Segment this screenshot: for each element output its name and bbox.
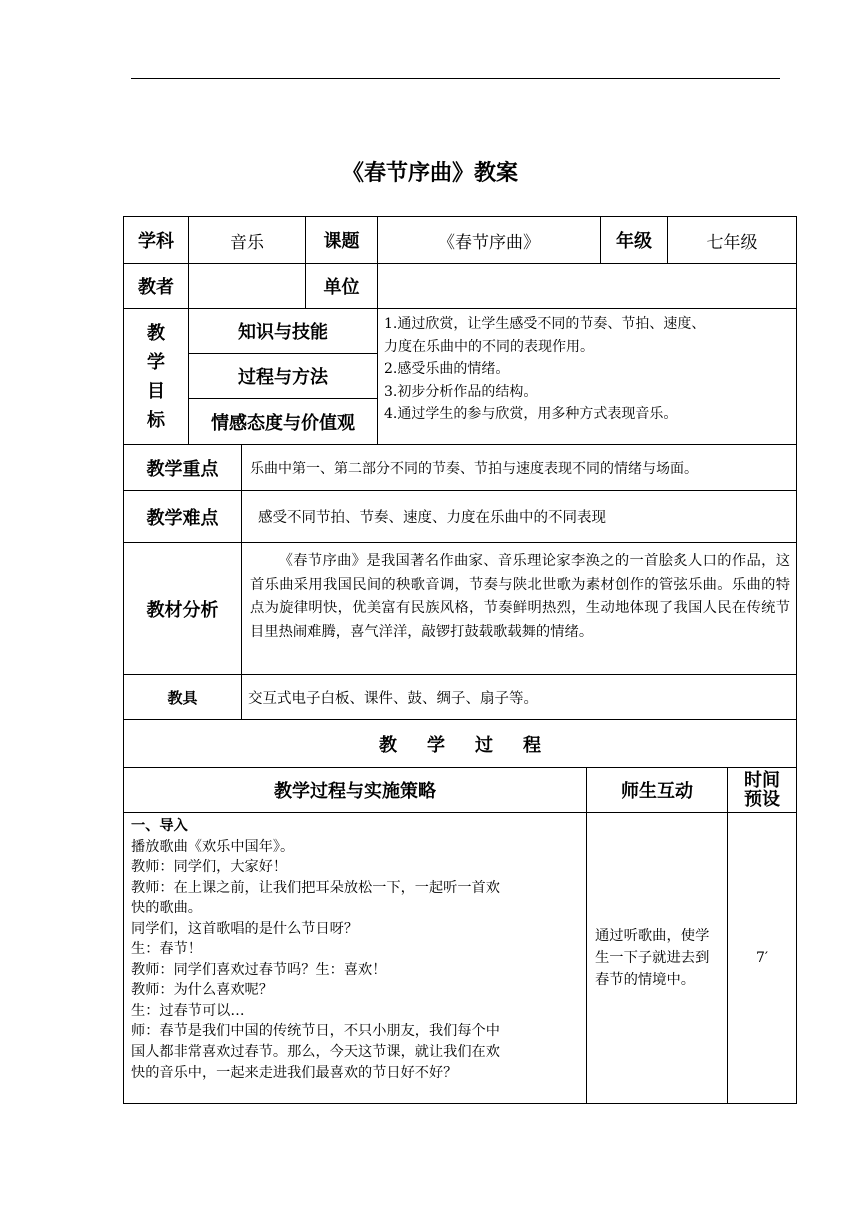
process-line: 师：春节是我们中国的传统节日，不只小朋友，我们每个中	[131, 1023, 500, 1040]
lead-in-content	[123, 812, 587, 1104]
subject-label: 学科	[123, 216, 189, 264]
col-header-time: 时间 预设	[727, 767, 797, 813]
teaching-aids-value: 交互式电子白板、课件、鼓、绸子、扇子等。	[241, 674, 797, 720]
key-points-value: 乐曲中第一、第二部分不同的节奏、节拍与速度表现不同的情绪与场面。	[241, 444, 797, 491]
col-header-interaction: 师生互动	[586, 767, 728, 813]
process-line: 教师：同学们喜欢过春节吗？生：喜欢！	[131, 961, 387, 978]
grade-label: 年级	[600, 216, 668, 264]
topic-label: 课题	[305, 216, 378, 264]
section-heading: 一、导入	[131, 818, 188, 834]
col-header-strategy: 教学过程与实施策略	[123, 767, 587, 813]
process-line: 教师：在上课之前，让我们把耳朵放松一下，一起听一首欢	[131, 879, 500, 896]
teacher-value	[188, 263, 306, 309]
header-rule	[131, 78, 780, 79]
unit-value	[377, 263, 797, 309]
goal-line: 力度在乐曲中的不同的表现作用。	[384, 338, 594, 355]
page-title: 《春节序曲》教案	[341, 161, 518, 186]
goal-category-process: 过程与方法	[188, 353, 378, 399]
goal-line: 2.感受乐曲的情绪。	[384, 361, 510, 377]
goal-category-knowledge: 知识与技能	[188, 308, 378, 354]
goals-label: 教 学 目 标	[123, 308, 189, 445]
teaching-aids-label: 教具	[123, 674, 242, 720]
goal-line: 4.通过学生的参与欣赏，用多种方式表现音乐。	[384, 406, 678, 422]
goal-line: 1.通过欣赏，让学生感受不同的节奏、节拍、速度、	[384, 316, 706, 332]
process-line: 教师：为什么喜欢呢？	[131, 982, 273, 999]
topic-value: 《春节序曲》	[377, 216, 601, 264]
goal-category-emotion: 情感态度与价值观	[188, 398, 378, 445]
goals-content	[377, 308, 797, 445]
difficulties-value: 感受不同节拍、节奏、速度、力度在乐曲中的不同表现	[241, 490, 797, 543]
subject-value: 音乐	[188, 216, 306, 264]
process-line: 同学们，这首歌唱的是什么节日呀？	[131, 920, 359, 937]
material-analysis-label: 教材分析	[123, 542, 242, 675]
grade-value: 七年级	[667, 216, 797, 264]
material-analysis-value: 《春节序曲》是我国著名作曲家、音乐理论家李涣之的一首脍炙人口的作品，这首乐曲采用我国民间的秧歌音调，节奏与陕北世歌为素材创作的管弦乐曲。乐曲的特点为旋律明快，优美富有民族风格，节奏鲜明热烈，生动地体现了我国人民在传统节目里热闹难腾，喜气洋洋，敲锣打鼓载歌载舞的情绪。	[241, 542, 797, 675]
time-value: 7′	[727, 812, 797, 1104]
teacher-label: 教者	[123, 263, 189, 309]
difficulties-label: 教学难点	[123, 490, 242, 543]
goal-line: 3.初步分析作品的结构。	[384, 383, 538, 400]
interaction-content: 通过听歌曲，使学生一下子就进去到春节的情境中。	[586, 812, 728, 1104]
process-line: 播放歌曲《欢乐中国年》。	[131, 838, 295, 855]
process-line: 快的歌曲。	[131, 900, 202, 917]
process-line: 快的音乐中，一起来走进我们最喜欢的节日好不好？	[131, 1064, 458, 1081]
process-line: 生：春节！	[131, 941, 202, 958]
process-line: 教师：同学们，大家好！	[131, 859, 288, 876]
process-line: 国人都非常喜欢过春节。那么，今天这节课，就让我们在欢	[131, 1044, 500, 1061]
process-title: 教学过程	[123, 719, 797, 768]
process-line: 生：过春节可以…	[131, 1002, 245, 1019]
key-points-label: 教学重点	[123, 444, 242, 491]
unit-label: 单位	[305, 263, 378, 309]
